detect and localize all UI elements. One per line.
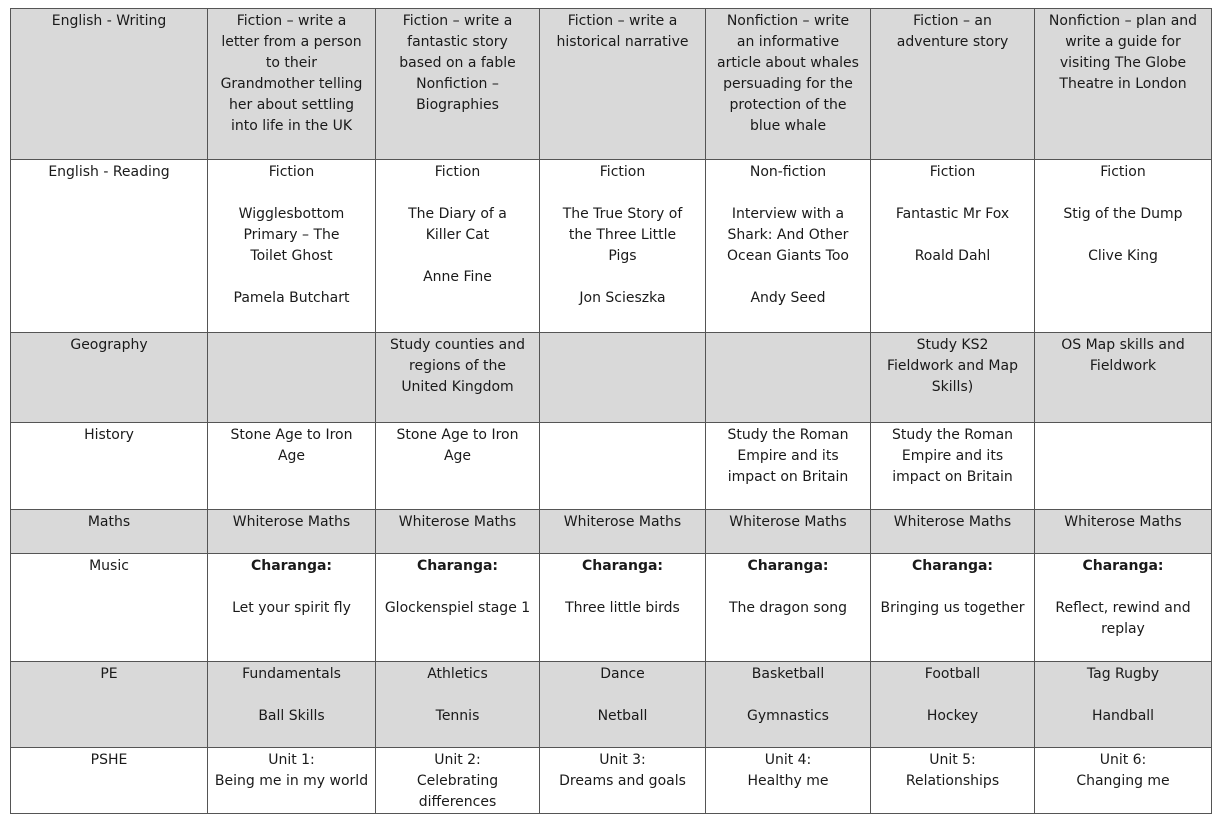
spacer [380, 685, 535, 706]
cell-text: Age [443, 448, 472, 464]
cell-text: letter from a person [221, 34, 362, 50]
term-cell [208, 9, 376, 160]
term-cell [376, 160, 540, 333]
cell-text: Hockey [926, 708, 979, 724]
term-cell [1035, 510, 1212, 554]
cell-text: Athletics [427, 666, 488, 682]
cell-text: to their [265, 55, 318, 71]
term-cell [706, 748, 871, 814]
term-cell [871, 662, 1035, 748]
cell-text: protection of the [729, 97, 847, 113]
term-cell [1035, 423, 1212, 510]
cell-text: impact on Britain [892, 469, 1013, 485]
spacer [380, 246, 535, 267]
cell-text: Charanga: [1082, 558, 1164, 574]
cell-text: Ball Skills [258, 708, 325, 724]
cell-text: Empire and its [737, 448, 839, 464]
cell-text: Andy Seed [750, 290, 826, 306]
cell-text: Healthy me [747, 773, 829, 789]
term-cell [1035, 160, 1212, 333]
cell-text: Stone Age to Iron [230, 427, 353, 443]
spacer [380, 577, 535, 598]
cell-text: The True Story of [562, 206, 683, 222]
cell-text: Whiterose Maths [232, 514, 351, 530]
subject-label: English - Reading [48, 164, 170, 180]
term-cell [871, 9, 1035, 160]
cell-text: Clive King [1088, 248, 1158, 264]
cell-text: The Diary of a [408, 206, 507, 222]
term-cell [376, 510, 540, 554]
spacer [380, 183, 535, 204]
cell-text: Let your spirit fly [232, 600, 351, 616]
cell-text: Stone Age to Iron [396, 427, 519, 443]
cell-text: Celebrating [416, 773, 499, 789]
cell-text: Glockenspiel stage 1 [384, 600, 531, 616]
term-cell [376, 662, 540, 748]
cell-text: persuading for the [723, 76, 853, 92]
cell-text: Being me in my world [214, 773, 369, 789]
cell-text: Unit 1: [268, 752, 315, 768]
term-cell [540, 9, 706, 160]
cell-text: Fiction [268, 164, 315, 180]
cell-text: Toilet Ghost [250, 248, 333, 264]
spacer [544, 685, 701, 706]
cell-text: Fiction [599, 164, 646, 180]
subject-cell [11, 9, 208, 160]
cell-text: Nonfiction – write [726, 13, 850, 29]
cell-text: Charanga: [581, 558, 664, 574]
cell-text: Age [277, 448, 306, 464]
term-cell [376, 423, 540, 510]
term-cell [1035, 662, 1212, 748]
table-row [11, 9, 1212, 160]
cell-text: Pamela Butchart [233, 290, 350, 306]
term-cell [540, 333, 706, 423]
cell-text: Changing me [1076, 773, 1170, 789]
cell-text: Nonfiction – plan and [1048, 13, 1198, 29]
cell-text: Anne Fine [423, 269, 492, 285]
term-cell [871, 333, 1035, 423]
term-cell [871, 554, 1035, 662]
cell-text: Whiterose Maths [563, 514, 682, 530]
table-row [11, 510, 1212, 554]
subject-cell [11, 748, 208, 814]
term-cell [540, 423, 706, 510]
subject-cell [11, 510, 208, 554]
cell-text: replay [1101, 621, 1145, 637]
cell-text: Fiction [1100, 164, 1146, 180]
cell-text: Whiterose Maths [729, 514, 847, 530]
table-row [11, 662, 1212, 748]
cell-text: Unit 3: [599, 752, 646, 768]
subject-label: English - Writing [51, 13, 167, 29]
cell-text: The dragon song [728, 600, 848, 616]
subject-label: PE [100, 666, 118, 682]
cell-text: Fieldwork and Map [887, 358, 1018, 374]
cell-text: Stig of the Dump [1063, 206, 1183, 222]
cell-text: Fiction [929, 164, 976, 180]
cell-text: Fiction – write a [402, 13, 513, 29]
table-row [11, 554, 1212, 662]
spacer [1039, 183, 1207, 204]
term-cell [1035, 333, 1212, 423]
cell-text: Unit 6: [1099, 752, 1147, 768]
term-cell [540, 662, 706, 748]
cell-text: into life in the UK [230, 118, 353, 134]
term-cell [1035, 748, 1212, 814]
term-cell [706, 510, 871, 554]
cell-text: Charanga: [911, 558, 994, 574]
cell-text: Tennis [435, 708, 480, 724]
term-cell [376, 554, 540, 662]
spacer [212, 577, 371, 598]
cell-text: Jon Scieszka [579, 290, 666, 306]
term-cell [540, 160, 706, 333]
cell-text: Fiction – write a [236, 13, 347, 29]
spacer [710, 577, 866, 598]
spacer [875, 685, 1030, 706]
curriculum-table [10, 8, 1212, 814]
spacer [710, 183, 866, 204]
spacer [710, 685, 866, 706]
cell-text: Fantastic Mr Fox [895, 206, 1010, 222]
subject-cell [11, 662, 208, 748]
spacer [544, 577, 701, 598]
spacer [544, 267, 701, 288]
cell-text: Charanga: [416, 558, 499, 574]
cell-text: Biographies [416, 97, 499, 113]
cell-text: Whiterose Maths [893, 514, 1012, 530]
spacer [212, 183, 371, 204]
table-row [11, 423, 1212, 510]
term-cell [376, 333, 540, 423]
cell-text: Fiction [434, 164, 481, 180]
cell-text: adventure story [896, 34, 1009, 50]
cell-text: Whiterose Maths [1064, 514, 1182, 530]
term-cell [540, 510, 706, 554]
cell-text: visiting The Globe [1059, 55, 1187, 71]
cell-text: Theatre in London [1059, 76, 1187, 92]
cell-text: Grandmother telling [220, 76, 363, 92]
subject-label: Music [89, 558, 129, 574]
cell-text: Fundamentals [242, 666, 341, 682]
cell-text: Study the Roman [727, 427, 849, 443]
cell-text: Fiction – an [913, 13, 992, 29]
term-cell [871, 748, 1035, 814]
spacer [710, 267, 866, 288]
term-cell [871, 160, 1035, 333]
term-cell [376, 9, 540, 160]
cell-text: Gymnastics [747, 708, 829, 724]
cell-text: Basketball [751, 666, 825, 682]
cell-text: Handball [1091, 708, 1155, 724]
term-cell [208, 510, 376, 554]
term-cell [706, 333, 871, 423]
term-cell [706, 423, 871, 510]
spacer [544, 183, 701, 204]
term-cell [208, 333, 376, 423]
term-cell [706, 662, 871, 748]
term-cell [1035, 554, 1212, 662]
cell-text: Interview with a [731, 206, 845, 222]
cell-text: Roald Dahl [914, 248, 991, 264]
cell-text: based on a fable [399, 55, 516, 71]
spacer [875, 577, 1030, 598]
cell-text: impact on Britain [727, 469, 849, 485]
cell-text: Fiction – write a [567, 13, 678, 29]
cell-text: Bringing us together [880, 600, 1025, 616]
cell-text: Non-fiction [749, 164, 827, 180]
spacer [1039, 225, 1207, 246]
term-cell [706, 554, 871, 662]
cell-text: Ocean Giants Too [727, 248, 849, 264]
cell-text: article about whales [717, 55, 859, 71]
cell-text: regions of the [409, 358, 506, 374]
spacer [1039, 577, 1207, 598]
cell-text: Reflect, rewind and [1055, 600, 1191, 616]
spacer [212, 267, 371, 288]
cell-text: the Three Little [568, 227, 677, 243]
cell-text: write a guide for [1065, 34, 1181, 50]
subject-cell [11, 554, 208, 662]
cell-text: Tag Rugby [1086, 666, 1160, 682]
cell-text: Dreams and goals [559, 773, 686, 789]
subject-label: PSHE [90, 752, 128, 768]
cell-text: Pigs [608, 248, 637, 264]
term-cell [871, 423, 1035, 510]
cell-text: Study counties and [390, 337, 525, 353]
cell-text: Killer Cat [425, 227, 490, 243]
term-cell [1035, 9, 1212, 160]
cell-text: Study the Roman [891, 427, 1014, 443]
term-cell [208, 662, 376, 748]
term-cell [376, 748, 540, 814]
term-cell [706, 160, 871, 333]
cell-text: Relationships [905, 773, 1000, 789]
cell-text: her about settling [229, 97, 354, 113]
cell-text: Unit 2: [434, 752, 481, 768]
cell-text: Three little birds [565, 600, 680, 616]
cell-text: Primary – The [243, 227, 340, 243]
cell-text: Study KS2 [916, 337, 989, 353]
term-cell [208, 423, 376, 510]
term-cell [706, 9, 871, 160]
table-body [11, 9, 1212, 814]
cell-text: Charanga: [747, 558, 829, 574]
cell-text: blue whale [749, 118, 827, 134]
cell-text: Whiterose Maths [398, 514, 517, 530]
cell-text: Unit 5: [929, 752, 976, 768]
term-cell [540, 554, 706, 662]
term-cell [208, 160, 376, 333]
cell-text: Football [924, 666, 981, 682]
cell-text: Shark: And Other [727, 227, 849, 243]
subject-label: History [84, 427, 134, 443]
cell-text: Unit 4: [764, 752, 812, 768]
subject-cell [11, 333, 208, 423]
cell-text: Netball [597, 708, 648, 724]
cell-text: United Kingdom [401, 379, 514, 395]
subject-cell [11, 160, 208, 333]
cell-text: Empire and its [901, 448, 1004, 464]
spacer [212, 685, 371, 706]
spacer [875, 225, 1030, 246]
term-cell [871, 510, 1035, 554]
cell-text: Skills) [931, 379, 974, 395]
spacer [875, 183, 1030, 204]
cell-text: historical narrative [556, 34, 689, 50]
cell-text: Charanga: [250, 558, 333, 574]
subject-cell [11, 423, 208, 510]
spacer [1039, 685, 1207, 706]
term-cell [208, 554, 376, 662]
term-cell [540, 748, 706, 814]
cell-text: fantastic story [407, 34, 508, 50]
cell-text: Nonfiction – [416, 76, 499, 92]
subject-label: Maths [87, 514, 131, 530]
cell-text: differences [418, 794, 497, 810]
subject-label: Geography [70, 337, 148, 353]
cell-text: Dance [600, 666, 645, 682]
cell-text: Wigglesbottom [238, 206, 345, 222]
cell-text: an informative [736, 34, 840, 50]
table-row [11, 748, 1212, 814]
table-row [11, 333, 1212, 423]
term-cell [208, 748, 376, 814]
cell-text: Fieldwork [1089, 358, 1157, 374]
cell-text: OS Map skills and [1061, 337, 1185, 353]
table-row [11, 160, 1212, 333]
